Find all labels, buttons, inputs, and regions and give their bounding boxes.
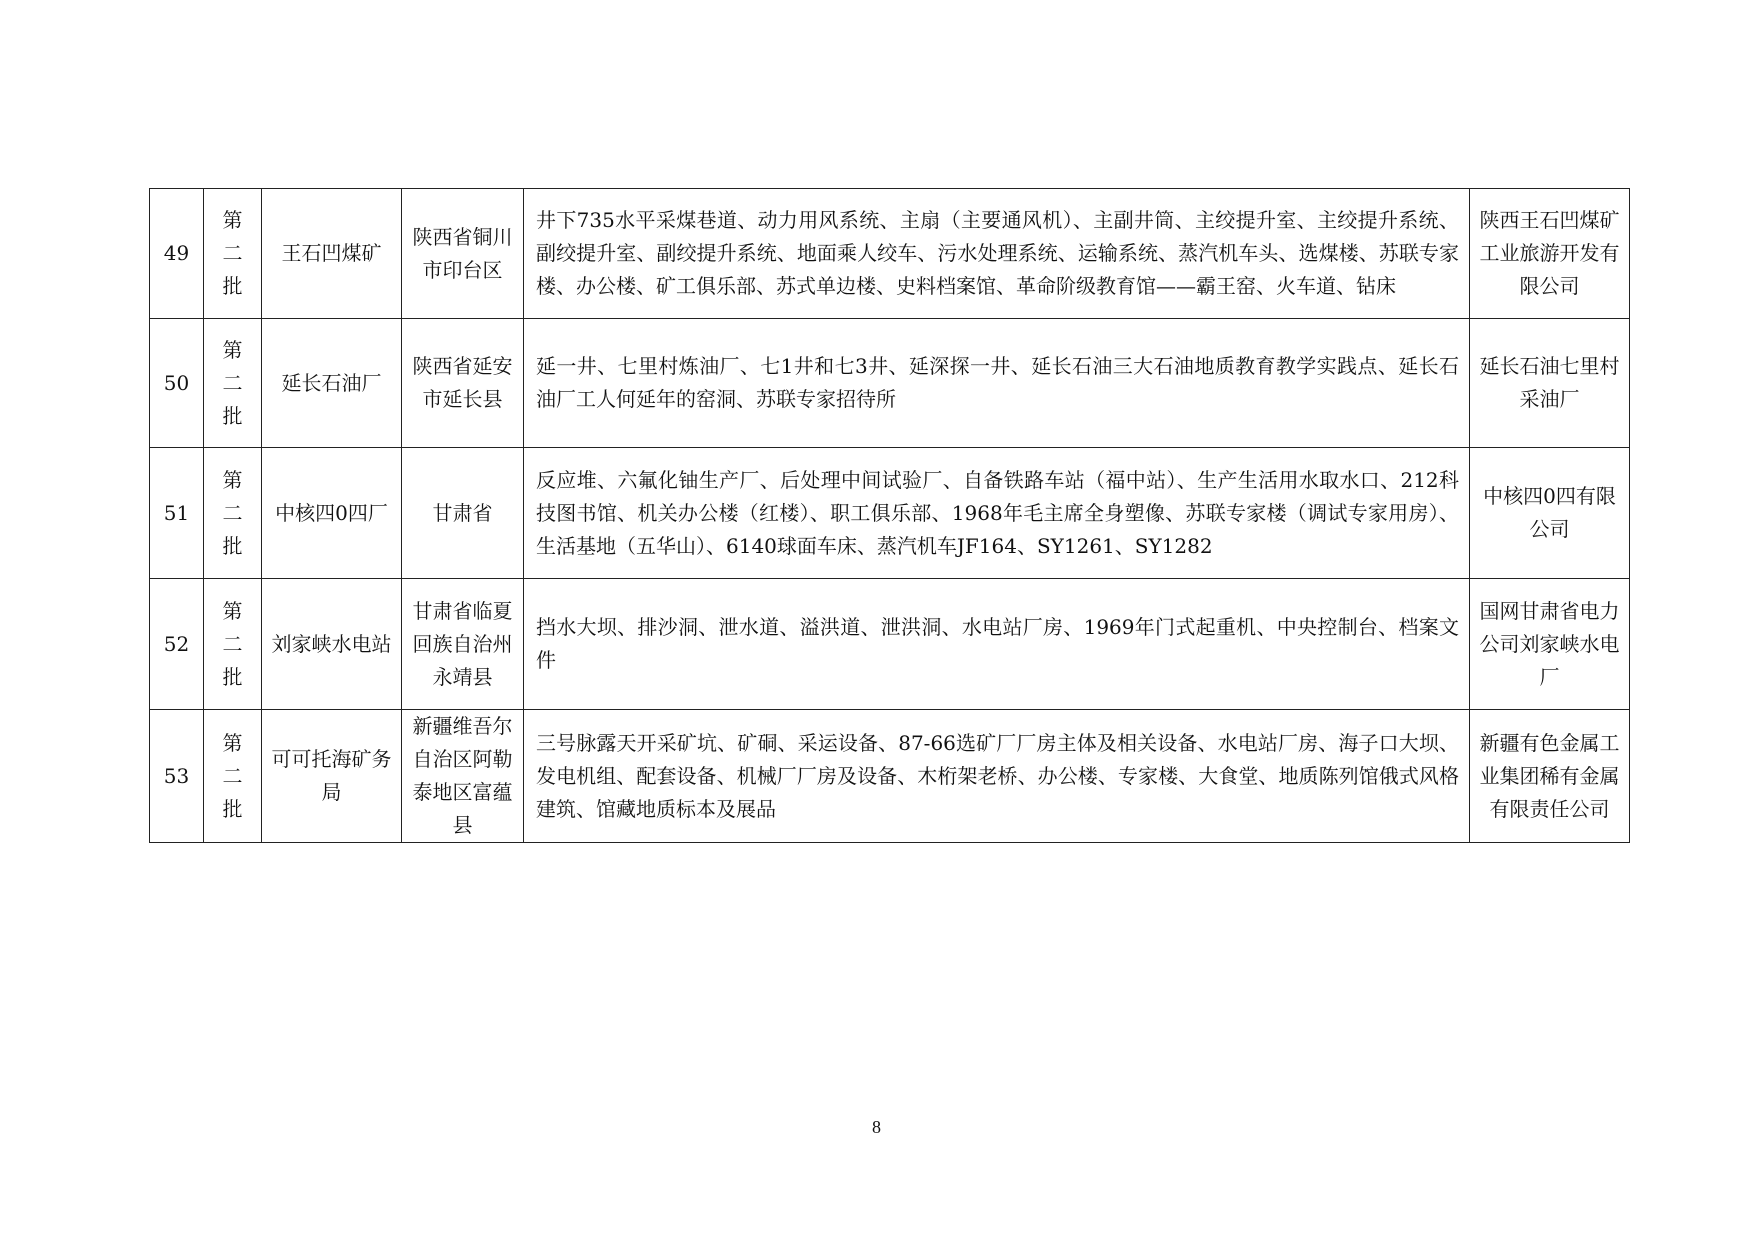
site-location: 甘肃省临夏回族自治州永靖县 <box>402 579 524 710</box>
table-row <box>150 189 1630 319</box>
site-name: 刘家峡水电站 <box>262 579 402 710</box>
batch-label: 第二批 <box>222 208 243 298</box>
heritage-items: 挡水大坝、排沙洞、泄水道、溢洪道、泄洪洞、水电站厂房、1969年门式起重机、中央控制台、档案文件 <box>524 579 1470 710</box>
batch-cell <box>204 448 262 579</box>
row-number: 53 <box>150 710 204 843</box>
site-location: 新疆维吾尔自治区阿勒泰地区富蕴县 <box>402 710 524 843</box>
heritage-items: 延一井、七里村炼油厂、七1井和七3井、延深探一井、延长石油三大石油地质教育教学实践点、延长石油厂工人何延年的窑洞、苏联专家招待所 <box>524 319 1470 448</box>
batch-cell <box>204 579 262 710</box>
site-location: 陕西省铜川市印台区 <box>402 189 524 319</box>
table-row <box>150 319 1630 448</box>
row-number: 49 <box>150 189 204 319</box>
row-number: 50 <box>150 319 204 448</box>
table-row <box>150 710 1630 843</box>
row-number: 51 <box>150 448 204 579</box>
table-row <box>150 448 1630 579</box>
row-number: 52 <box>150 579 204 710</box>
batch-cell <box>204 189 262 319</box>
batch-label: 第二批 <box>222 730 243 821</box>
heritage-items: 三号脉露天开采矿坑、矿硐、采运设备、87-66选矿厂厂房主体及相关设备、水电站厂房、海子口大坝、发电机组、配套设备、机械厂厂房及设备、木桁架老桥、办公楼、专家楼、大食堂、地质陈列馆俄式风格建筑、馆藏地质标本及展品 <box>524 710 1470 843</box>
site-location: 陕西省延安市延长县 <box>402 319 524 448</box>
site-name: 可可托海矿务局 <box>262 710 402 843</box>
batch-cell <box>204 710 262 843</box>
batch-label: 第二批 <box>222 467 243 558</box>
site-name: 延长石油厂 <box>262 319 402 448</box>
site-owner: 中核四0四有限公司 <box>1470 448 1630 579</box>
heritage-items: 井下735水平采煤巷道、动力用风系统、主扇（主要通风机）、主副井筒、主绞提升室、主绞提升系统、副绞提升室、副绞提升系统、地面乘人绞车、污水处理系统、运输系统、蒸汽机车头、选煤楼、苏联专家楼、办公楼、矿工俱乐部、苏式单边楼、史料档案馆、革命阶级教育馆——霸王窑、火车道、钻床 <box>524 189 1470 319</box>
batch-cell <box>204 319 262 448</box>
batch-label: 第二批 <box>222 337 243 428</box>
table-row <box>150 579 1630 710</box>
site-owner: 国网甘肃省电力公司刘家峡水电厂 <box>1470 579 1630 710</box>
site-location: 甘肃省 <box>402 448 524 579</box>
site-owner: 延长石油七里村采油厂 <box>1470 319 1630 448</box>
page-number: 8 <box>872 1117 881 1137</box>
batch-label: 第二批 <box>222 598 243 689</box>
site-name: 王石凹煤矿 <box>262 189 402 319</box>
heritage-items: 反应堆、六氟化铀生产厂、后处理中间试验厂、自备铁路车站（福中站）、生产生活用水取水口、212科技图书馆、机关办公楼（红楼）、职工俱乐部、1968年毛主席全身塑像、苏联专家楼（调试专家用房）、生活基地（五华山）、6140球面车床、蒸汽机车JF164、SY1261、SY1282 <box>524 448 1470 579</box>
site-name: 中核四0四厂 <box>262 448 402 579</box>
site-owner: 陕西王石凹煤矿工业旅游开发有限公司 <box>1470 189 1630 319</box>
heritage-list-table <box>149 188 1630 843</box>
site-owner: 新疆有色金属工业集团稀有金属有限责任公司 <box>1470 710 1630 843</box>
